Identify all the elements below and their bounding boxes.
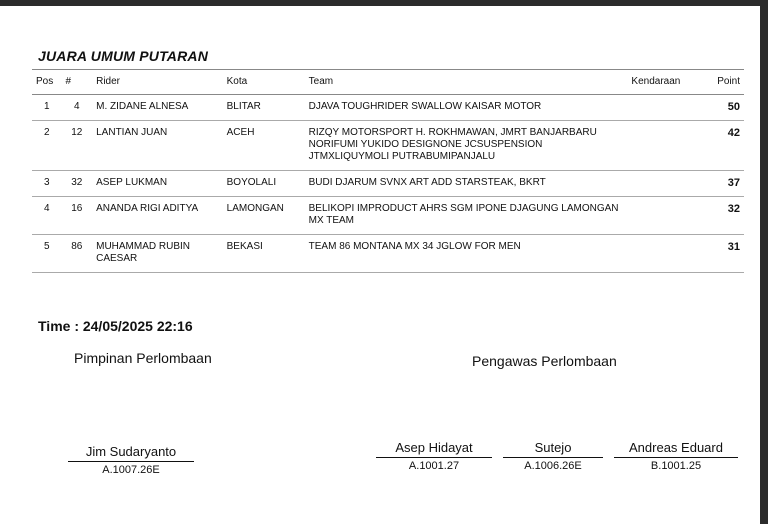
cell-number: 4 [61, 95, 92, 121]
cell-rider: ANANDA RIGI ADITYA [92, 197, 223, 235]
cell-kendaraan [627, 235, 697, 273]
cell-pos: 5 [32, 235, 61, 273]
signature-pengawas-2 [503, 440, 603, 472]
column-header-pos: Pos [32, 70, 61, 95]
cell-team: BUDI DJARUM SVNX ART ADD STARSTEAK, BKRT [305, 171, 628, 197]
cell-pos: 1 [32, 95, 61, 121]
cell-point: 32 [698, 197, 744, 235]
signature-code: A.1006.26E [524, 460, 582, 472]
role-pimpinan: Pimpinan Perlombaan [74, 350, 212, 366]
cell-point: 50 [698, 95, 744, 121]
column-header-team: Team [305, 70, 628, 95]
cell-kendaraan [627, 95, 697, 121]
cell-number: 12 [61, 121, 92, 171]
signature-name: Jim Sudaryanto [68, 444, 194, 462]
table-row [32, 121, 744, 171]
cell-kota: BEKASI [223, 235, 305, 273]
results-sheet [0, 6, 760, 524]
signature-code: A.1001.27 [408, 460, 460, 472]
cell-rider: M. ZIDANE ALNESA [92, 95, 223, 121]
timestamp: Time : 24/05/2025 22:16 [38, 318, 193, 334]
cell-kendaraan [627, 171, 697, 197]
cell-kendaraan [627, 197, 697, 235]
signature-pimpinan [68, 444, 194, 476]
cell-kendaraan [627, 121, 697, 171]
cell-kota: BLITAR [223, 95, 305, 121]
cell-kota: BOYOLALI [223, 171, 305, 197]
signature-name: Andreas Eduard [614, 440, 738, 458]
cell-pos: 2 [32, 121, 61, 171]
signature-code: B.1001.25 [650, 460, 702, 472]
column-header-number: # [61, 70, 92, 95]
signature-pengawas-3 [614, 440, 738, 472]
table-row [32, 95, 744, 121]
table-header-row [32, 70, 744, 95]
cell-team: DJAVA TOUGHRIDER SWALLOW KAISAR MOTOR [305, 95, 628, 121]
table-row [32, 197, 744, 235]
cell-rider: LANTIAN JUAN [92, 121, 223, 171]
cell-point: 31 [698, 235, 744, 273]
cell-number: 16 [61, 197, 92, 235]
page-title: JUARA UMUM PUTARAN [38, 48, 209, 64]
table-row [32, 235, 744, 273]
cell-team: RIZQY MOTORSPORT H. ROKHMAWAN, JMRT BANJARBARU NORIFUMI YUKIDO DESIGNONE JCSUSPENSION JTMXLIQUYMOLI PUTRABUMIPANJALU [305, 121, 628, 171]
cell-kota: ACEH [223, 121, 305, 171]
cell-team: TEAM 86 MONTANA MX 34 JGLOW FOR MEN [305, 235, 628, 273]
column-header-point: Point [698, 70, 744, 95]
cell-team: BELIKOPI IMPRODUCT AHRS SGM IPONE DJAGUNG LAMONGAN MX TEAM [305, 197, 628, 235]
column-header-kendaraan: Kendaraan [627, 70, 697, 95]
cell-point: 42 [698, 121, 744, 171]
role-pengawas: Pengawas Perlombaan [472, 353, 617, 369]
cell-rider: MUHAMMAD RUBIN CAESAR [92, 235, 223, 273]
cell-kota: LAMONGAN [223, 197, 305, 235]
cell-number: 32 [61, 171, 92, 197]
cell-rider: ASEP LUKMAN [92, 171, 223, 197]
table-row [32, 171, 744, 197]
cell-pos: 4 [32, 197, 61, 235]
signature-name: Sutejo [503, 440, 603, 458]
cell-point: 37 [698, 171, 744, 197]
signature-code: A.1007.26E [102, 464, 160, 476]
signature-name: Asep Hidayat [376, 440, 492, 458]
signature-pengawas-1 [376, 440, 492, 472]
column-header-kota: Kota [223, 70, 305, 95]
cell-pos: 3 [32, 171, 61, 197]
results-table [32, 69, 744, 273]
cell-number: 86 [61, 235, 92, 273]
column-header-rider: Rider [92, 70, 223, 95]
